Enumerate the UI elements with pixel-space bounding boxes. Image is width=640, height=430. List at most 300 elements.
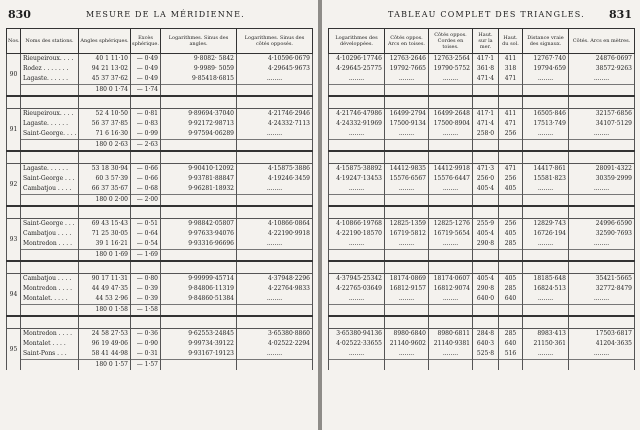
- table-row: [329, 54, 635, 65]
- separator-cell: [429, 96, 473, 109]
- table-row: [329, 274, 635, 285]
- side-chord-toises: 21140·9381: [429, 339, 473, 349]
- sum-row: [7, 305, 313, 317]
- side-arc-meters: ........: [569, 184, 635, 195]
- separator-cell: [237, 261, 313, 274]
- log-sine-side: 4·24332·7113: [237, 119, 313, 129]
- sum-spacer: [473, 360, 499, 371]
- height-above-sea: 361·8: [473, 64, 499, 74]
- side-arc-meters: ........: [569, 129, 635, 140]
- log-sine-side: 4·19246·3459: [237, 174, 313, 184]
- side-chord-toises: ........: [429, 74, 473, 85]
- table-row: [7, 219, 313, 230]
- log-sine-angle: 9·92172·98713: [161, 119, 237, 129]
- true-signal-distance: 16726·194: [523, 229, 569, 239]
- sum-spacer: [429, 85, 473, 97]
- left-page-header: [6, 8, 312, 22]
- height-above-sea: 417·1: [473, 54, 499, 65]
- side-chord-toises: 12825·1276: [429, 219, 473, 230]
- table-row: [329, 184, 635, 195]
- separator-cell: [21, 316, 79, 329]
- sum-spacer: [523, 140, 569, 152]
- ground-height: 318: [499, 64, 523, 74]
- sum-spacer: [473, 85, 499, 97]
- sum-spacer: [21, 360, 79, 371]
- sum-spacer: [569, 140, 635, 152]
- sum-spacer: [385, 250, 429, 262]
- separator-cell: [523, 96, 569, 109]
- station-name: Saint-Pons . . .: [21, 349, 79, 360]
- log-sine-side: 4·15875·3886: [237, 164, 313, 175]
- side-arc-toises: 19792·7665: [385, 64, 429, 74]
- separator-cell: [7, 261, 21, 274]
- side-arc-meters: 34107·5129: [569, 119, 635, 129]
- sum-spacer: [473, 250, 499, 262]
- separator-cell: [523, 206, 569, 219]
- side-arc-toises: 16812·9157: [385, 284, 429, 294]
- group-separator: [7, 316, 313, 329]
- ground-height: 640: [499, 339, 523, 349]
- angle-sum: 180 0 1·69: [79, 250, 131, 262]
- log-developed: 4·19247·13453: [329, 174, 385, 184]
- spherical-excess: — 0·90: [131, 339, 161, 349]
- height-above-sea: 290·8: [473, 284, 499, 294]
- side-arc-meters: 32772·8479: [569, 284, 635, 294]
- side-arc-meters: 35421·5665: [569, 274, 635, 285]
- separator-cell: [237, 96, 313, 109]
- table-row: [7, 164, 313, 175]
- log-sine-angle: 9·93781·88847: [161, 174, 237, 184]
- excess-sum: — 1·74: [131, 85, 161, 97]
- separator-cell: [21, 96, 79, 109]
- separator-cell: [161, 206, 237, 219]
- separator-cell: [385, 206, 429, 219]
- spherical-angle: 56 37 37·85: [79, 119, 131, 129]
- log-sine-side: 4·10866·0864: [237, 219, 313, 230]
- height-above-sea: 405·4: [473, 184, 499, 195]
- table-row: [7, 239, 313, 250]
- true-signal-distance: 19794·659: [523, 64, 569, 74]
- true-signal-distance: 16505·846: [523, 109, 569, 120]
- right-page: [322, 0, 640, 430]
- ground-height: 256: [499, 129, 523, 140]
- sum-row: [7, 360, 313, 371]
- right-running-title: TABLEAU COMPLET DES TRIANGLES.: [388, 10, 585, 19]
- sum-spacer: [429, 250, 473, 262]
- sum-spacer: [473, 140, 499, 152]
- separator-cell: [7, 151, 21, 164]
- spherical-angle: 71 25 30·05: [79, 229, 131, 239]
- true-signal-distance: 12767·740: [523, 54, 569, 65]
- separator-cell: [385, 316, 429, 329]
- table-row: [7, 329, 313, 340]
- height-above-sea: 405·4: [473, 229, 499, 239]
- log-sine-side: 4·02522·2294: [237, 339, 313, 349]
- height-above-sea: 525·8: [473, 349, 499, 360]
- spherical-angle: 69 43 15·43: [79, 219, 131, 230]
- sum-spacer: [429, 360, 473, 371]
- log-developed: 4·02522·33655: [329, 339, 385, 349]
- separator-cell: [237, 206, 313, 219]
- sum-spacer: [523, 360, 569, 371]
- sum-spacer: [385, 85, 429, 97]
- log-sine-side: 4·21746·2946: [237, 109, 313, 120]
- triangle-number: 91: [7, 109, 21, 152]
- table-row: [329, 229, 635, 239]
- log-sine-angle: 9·90410·12092: [161, 164, 237, 175]
- log-sine-side: ........: [237, 184, 313, 195]
- true-signal-distance: 16824·513: [523, 284, 569, 294]
- triangle-number: 93: [7, 219, 21, 262]
- spherical-excess: — 0·68: [131, 184, 161, 195]
- separator-cell: [131, 206, 161, 219]
- group-separator: [7, 206, 313, 219]
- separator-cell: [7, 96, 21, 109]
- separator-cell: [161, 96, 237, 109]
- station-name: Cambatjou . . . .: [21, 274, 79, 285]
- spherical-angle: 66 37 35·67: [79, 184, 131, 195]
- separator-cell: [329, 206, 385, 219]
- log-developed: 4·10296·17746: [329, 54, 385, 65]
- separator-cell: [329, 151, 385, 164]
- log-sine-side: 4·22764·9833: [237, 284, 313, 294]
- spherical-angle: 52 4 10·50: [79, 109, 131, 120]
- side-arc-toises: 12825·1359: [385, 219, 429, 230]
- group-separator: [329, 261, 635, 274]
- separator-cell: [429, 206, 473, 219]
- triangle-number: 95: [7, 329, 21, 371]
- separator-cell: [131, 96, 161, 109]
- ground-height: 405: [499, 274, 523, 285]
- table-row: [329, 164, 635, 175]
- station-name: Rieupeiroux. . . .: [21, 109, 79, 120]
- log-sine-side: 4·10596·0679: [237, 54, 313, 65]
- sum-spacer: [499, 140, 523, 152]
- height-above-sea: 256·0: [473, 174, 499, 184]
- right-page-number: 831: [609, 8, 632, 21]
- side-chord-toises: ........: [429, 294, 473, 305]
- sum-spacer: [569, 85, 635, 97]
- separator-cell: [131, 316, 161, 329]
- spherical-angle: 39 1 16·21: [79, 239, 131, 250]
- ground-height: 256: [499, 219, 523, 230]
- sum-spacer: [385, 360, 429, 371]
- table-row: [7, 54, 313, 65]
- table-row: [329, 329, 635, 340]
- sum-row: [329, 195, 635, 207]
- column-header: Noms des stations.: [21, 29, 79, 54]
- table-row: [7, 349, 313, 360]
- log-developed: ........: [329, 239, 385, 250]
- sum-spacer: [237, 195, 313, 207]
- spherical-angle: 94 21 13·02: [79, 64, 131, 74]
- separator-cell: [473, 206, 499, 219]
- log-sine-angle: 9·93316·96696: [161, 239, 237, 250]
- left-page-number: 830: [8, 8, 31, 21]
- separator-cell: [161, 261, 237, 274]
- sum-spacer: [523, 85, 569, 97]
- table-row: [329, 74, 635, 85]
- sum-spacer: [569, 305, 635, 317]
- table-row: [329, 64, 635, 74]
- separator-cell: [7, 206, 21, 219]
- sum-spacer: [329, 360, 385, 371]
- sum-spacer: [161, 250, 237, 262]
- station-name: Rieupeiroux. . . .: [21, 54, 79, 65]
- side-chord-toises: 12763·2564: [429, 54, 473, 65]
- ground-height: 471: [499, 119, 523, 129]
- sum-row: [329, 85, 635, 97]
- group-separator: [7, 96, 313, 109]
- separator-cell: [329, 316, 385, 329]
- sum-spacer: [473, 305, 499, 317]
- angle-sum: 180 0 1·57: [79, 360, 131, 371]
- spherical-excess: — 0·66: [131, 164, 161, 175]
- separator-cell: [569, 206, 635, 219]
- triangle-number: 90: [7, 54, 21, 97]
- log-sine-side: ........: [237, 74, 313, 85]
- log-sine-side: ........: [237, 294, 313, 305]
- log-developed: 4·29645·25775: [329, 64, 385, 74]
- spherical-excess: — 0·81: [131, 109, 161, 120]
- separator-cell: [329, 261, 385, 274]
- log-sine-side: 4·29645·9673: [237, 64, 313, 74]
- separator-cell: [79, 316, 131, 329]
- sum-spacer: [21, 85, 79, 97]
- separator-cell: [499, 206, 523, 219]
- spherical-excess: — 0·39: [131, 294, 161, 305]
- excess-sum: — 1·69: [131, 250, 161, 262]
- column-header: Logarithmes des développées.: [329, 29, 385, 54]
- station-name: Montredon . . . .: [21, 239, 79, 250]
- side-arc-meters: ........: [569, 239, 635, 250]
- separator-cell: [523, 261, 569, 274]
- station-name: Lagaste. . . . . .: [21, 164, 79, 175]
- table-row: [329, 349, 635, 360]
- log-sine-angle: 9·97633·94076: [161, 229, 237, 239]
- log-sine-angle: 9·84806·11319: [161, 284, 237, 294]
- separator-cell: [131, 261, 161, 274]
- angle-sum: 180 0 1·74: [79, 85, 131, 97]
- sum-spacer: [499, 360, 523, 371]
- table-row: [329, 294, 635, 305]
- side-arc-toises: ........: [385, 74, 429, 85]
- log-developed: 4·37945·25342: [329, 274, 385, 285]
- column-header: Distance vraie des signaux.: [523, 29, 569, 54]
- side-chord-toises: 17500·8904: [429, 119, 473, 129]
- log-developed: ........: [329, 184, 385, 195]
- ground-height: 411: [499, 109, 523, 120]
- table-row: [329, 129, 635, 140]
- spherical-excess: — 0·49: [131, 54, 161, 65]
- side-arc-meters: 32590·7693: [569, 229, 635, 239]
- table-row: [7, 129, 313, 140]
- group-separator: [329, 206, 635, 219]
- angle-sum: 180 0 2·63: [79, 140, 131, 152]
- side-chord-toises: ........: [429, 184, 473, 195]
- table-row: [329, 239, 635, 250]
- table-row: [7, 174, 313, 184]
- ground-height: 405: [499, 229, 523, 239]
- station-name: Montredon . . . .: [21, 284, 79, 294]
- spherical-angle: 96 19 49·06: [79, 339, 131, 349]
- station-name: Cambatjou . . . .: [21, 184, 79, 195]
- true-signal-distance: ........: [523, 294, 569, 305]
- angle-sum: 180 0 2·00: [79, 195, 131, 207]
- separator-cell: [79, 206, 131, 219]
- side-chord-toises: ........: [429, 129, 473, 140]
- log-sine-side: ........: [237, 349, 313, 360]
- spherical-excess: — 0·64: [131, 229, 161, 239]
- separator-cell: [569, 151, 635, 164]
- height-above-sea: 255·9: [473, 219, 499, 230]
- angle-sum: 180 0 1·58: [79, 305, 131, 317]
- log-developed: ........: [329, 349, 385, 360]
- sum-spacer: [329, 85, 385, 97]
- separator-cell: [473, 151, 499, 164]
- side-arc-toises: 21140·9602: [385, 339, 429, 349]
- sum-spacer: [161, 305, 237, 317]
- sum-spacer: [523, 305, 569, 317]
- spherical-excess: — 0·49: [131, 74, 161, 85]
- ground-height: 285: [499, 329, 523, 340]
- side-arc-toises: ........: [385, 349, 429, 360]
- ground-height: 285: [499, 284, 523, 294]
- sum-spacer: [569, 360, 635, 371]
- sum-spacer: [429, 305, 473, 317]
- station-name: Montredon . . . .: [21, 329, 79, 340]
- separator-cell: [569, 316, 635, 329]
- separator-cell: [21, 261, 79, 274]
- separator-cell: [131, 151, 161, 164]
- spherical-angle: 58 41 44·98: [79, 349, 131, 360]
- side-chord-toises: 18174·0607: [429, 274, 473, 285]
- log-sine-angle: 9·85418·6815: [161, 74, 237, 85]
- ground-height: 516: [499, 349, 523, 360]
- true-signal-distance: ........: [523, 129, 569, 140]
- log-sine-side: 4·37948·2296: [237, 274, 313, 285]
- excess-sum: — 2·63: [131, 140, 161, 152]
- sum-spacer: [161, 360, 237, 371]
- sum-spacer: [237, 250, 313, 262]
- sum-spacer: [161, 85, 237, 97]
- right-triangle-table: [328, 28, 635, 370]
- spherical-excess: — 0·83: [131, 119, 161, 129]
- separator-cell: [473, 316, 499, 329]
- column-header: Côtés. Arcs en mètres.: [569, 29, 635, 54]
- side-arc-meters: 30359·2999: [569, 174, 635, 184]
- table-row: [329, 284, 635, 294]
- separator-cell: [237, 316, 313, 329]
- table-row: [329, 119, 635, 129]
- ground-height: 471: [499, 74, 523, 85]
- separator-cell: [473, 96, 499, 109]
- ground-height: 256: [499, 174, 523, 184]
- station-name: Rodez . . . . . . .: [21, 64, 79, 74]
- column-header: Excès sphérique.: [131, 29, 161, 54]
- sum-spacer: [569, 195, 635, 207]
- station-name: Montalet. . . . .: [21, 294, 79, 305]
- ground-height: 640: [499, 294, 523, 305]
- true-signal-distance: 18185·648: [523, 274, 569, 285]
- separator-cell: [569, 96, 635, 109]
- table-row: [7, 64, 313, 74]
- height-above-sea: 471·3: [473, 164, 499, 175]
- ground-height: 471: [499, 164, 523, 175]
- side-chord-toises: 8980·6811: [429, 329, 473, 340]
- height-above-sea: 405·4: [473, 274, 499, 285]
- triangle-number: 94: [7, 274, 21, 317]
- excess-sum: — 1·58: [131, 305, 161, 317]
- separator-cell: [429, 261, 473, 274]
- true-signal-distance: 12829·743: [523, 219, 569, 230]
- group-separator: [329, 316, 635, 329]
- side-arc-meters: 24996·6590: [569, 219, 635, 230]
- spherical-angle: 44 53 2·96: [79, 294, 131, 305]
- sum-spacer: [429, 195, 473, 207]
- sum-spacer: [21, 305, 79, 317]
- sum-row: [7, 140, 313, 152]
- log-developed: 4·21746·47986: [329, 109, 385, 120]
- separator-cell: [79, 96, 131, 109]
- ground-height: 411: [499, 54, 523, 65]
- log-sine-side: ........: [237, 129, 313, 140]
- side-arc-meters: 24876·0697: [569, 54, 635, 65]
- sum-row: [7, 250, 313, 262]
- side-arc-toises: 16719·5812: [385, 229, 429, 239]
- separator-cell: [523, 316, 569, 329]
- spherical-excess: — 0·66: [131, 174, 161, 184]
- height-above-sea: 290·8: [473, 239, 499, 250]
- sum-spacer: [161, 195, 237, 207]
- side-arc-toises: 14412·9835: [385, 164, 429, 175]
- separator-cell: [21, 151, 79, 164]
- true-signal-distance: 8983·413: [523, 329, 569, 340]
- left-running-title: MESURE DE LA MÉRIDIENNE.: [86, 10, 245, 19]
- column-header: Côtés oppos. Arcs en toises.: [385, 29, 429, 54]
- column-header: Haut. du sol.: [499, 29, 523, 54]
- separator-cell: [385, 261, 429, 274]
- sum-spacer: [237, 305, 313, 317]
- log-sine-angle: 9·97594·06289: [161, 129, 237, 140]
- side-arc-meters: 38572·9263: [569, 64, 635, 74]
- right-page-header: [328, 8, 634, 22]
- log-developed: 4·24332·91969: [329, 119, 385, 129]
- table-row: [7, 284, 313, 294]
- table-row: [7, 74, 313, 85]
- spherical-angle: 53 18 30·94: [79, 164, 131, 175]
- station-name: Lagaste. . . . . .: [21, 74, 79, 85]
- side-arc-meters: 32157·6856: [569, 109, 635, 120]
- log-sine-angle: 9·99734·39122: [161, 339, 237, 349]
- sum-spacer: [329, 195, 385, 207]
- side-arc-meters: 41204·3635: [569, 339, 635, 349]
- sum-spacer: [385, 195, 429, 207]
- side-chord-toises: 14412·9918: [429, 164, 473, 175]
- group-separator: [329, 151, 635, 164]
- group-separator: [7, 151, 313, 164]
- group-separator: [329, 96, 635, 109]
- spherical-excess: — 0·99: [131, 129, 161, 140]
- sum-row: [7, 195, 313, 207]
- log-sine-side: 3·65380·8860: [237, 329, 313, 340]
- spherical-angle: 71 6 16·30: [79, 129, 131, 140]
- true-signal-distance: 21150·361: [523, 339, 569, 349]
- height-above-sea: 640·3: [473, 339, 499, 349]
- side-chord-toises: ........: [429, 349, 473, 360]
- side-arc-meters: 28091·4322: [569, 164, 635, 175]
- side-arc-meters: ........: [569, 74, 635, 85]
